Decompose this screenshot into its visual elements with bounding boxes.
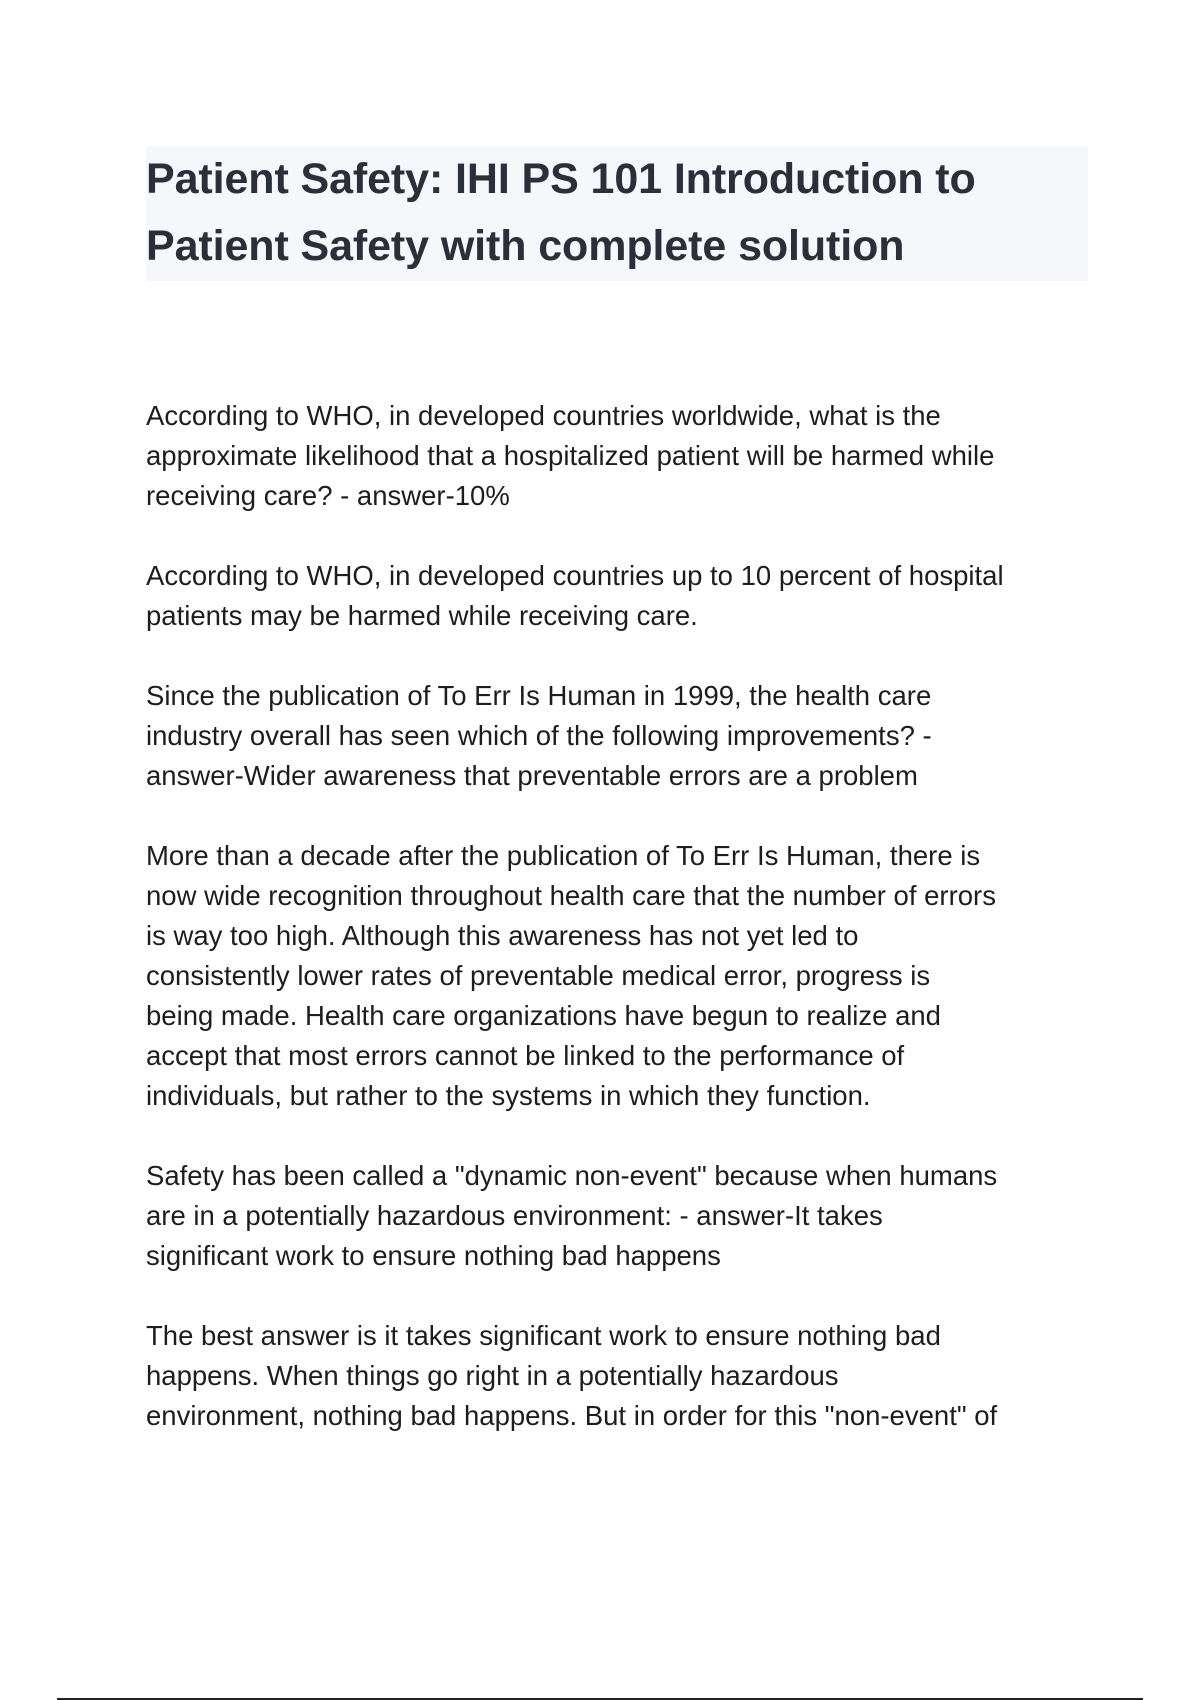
paragraph-explanation-1: According to WHO, in developed countries up to 10 percent of hospital patients may be harmed while receiving care. [146,560,1004,631]
document-title: Patient Safety: IHI PS 101 Introduction to Patient Safety with complete solution [146,155,976,270]
title-block [146,146,1088,281]
document-body [146,396,1096,1476]
paragraph-explanation-2: More than a decade after the publication of To Err Is Human, there is now wide recognition throughout health care that the number of errors is way too high. Although this awareness has not yet led to consistently lower rates of preventable medical error, progress is being made. Health care organizations have begun to realize and accept that most errors cannot be linked to the performance of individuals, but rather to the systems in which they function. [146,840,996,1111]
paragraph-explanation-3: The best answer is it takes significant work to ensure nothing bad happens. When things go right in a potentially hazardous environment, nothing bad happens. But in order for this "non-event" of [146,1320,998,1431]
paragraph-question-1: According to WHO, in developed countries worldwide, what is the approximate likelihood that a hospitalized patient will be harmed while receiving care? - answer-10% [146,400,995,511]
paragraph-question-2: Since the publication of To Err Is Human in 1999, the health care industry overall has seen which of the following improvements? - answer-Wider awareness that preventable errors are a problem [146,680,932,791]
paragraph-question-3: Safety has been called a "dynamic non-event" because when humans are in a potentially hazardous environment: - answer-It takes significant work to ensure nothing bad happens [146,1160,998,1271]
